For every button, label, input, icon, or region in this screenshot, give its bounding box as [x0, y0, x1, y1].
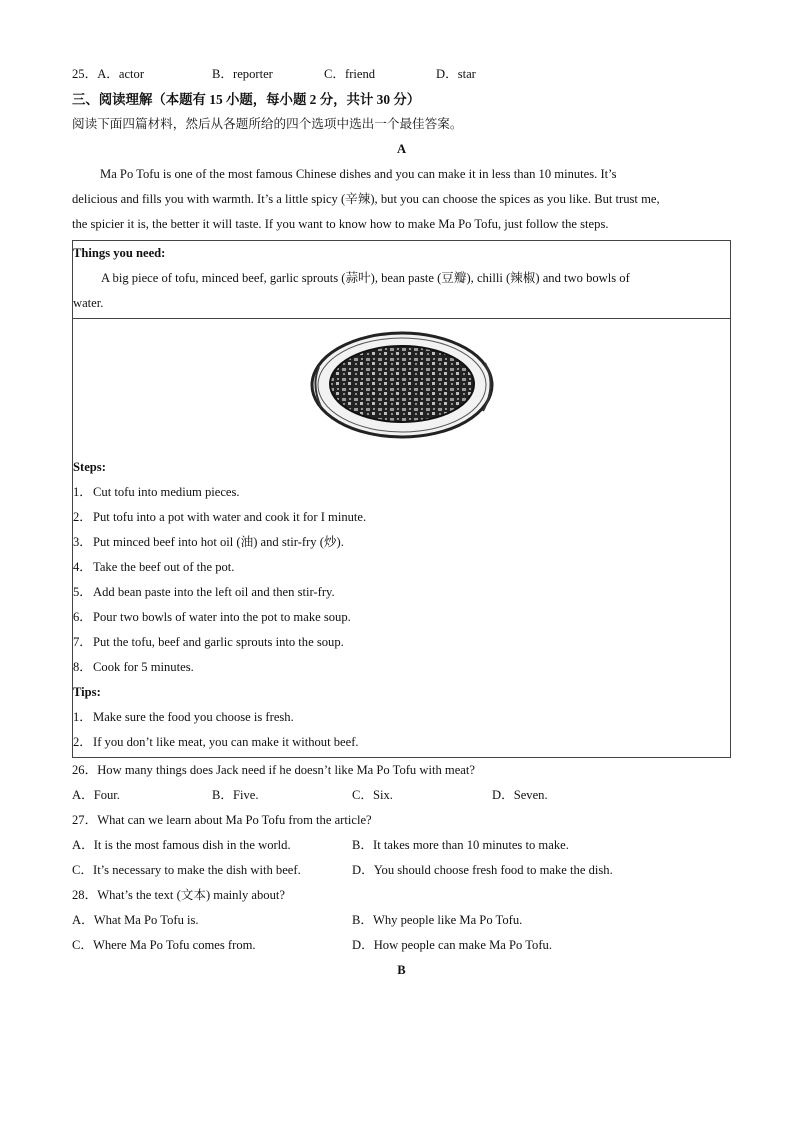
question-28-options-row-2: [72, 933, 731, 958]
step-1-number: 1．: [73, 485, 92, 499]
step-8-text: Cook for 5 minutes.: [93, 660, 194, 674]
step-8: [73, 655, 730, 680]
q27-option-d[interactable]: D．You should choose fresh food to make the dish.: [352, 863, 613, 877]
step-5-number: 5．: [73, 585, 92, 599]
q28-option-c[interactable]: C．Where Ma Po Tofu comes from.: [72, 938, 256, 952]
step-1: [73, 480, 730, 505]
tofu-dish-illustration: [305, 327, 501, 445]
tip-2: [73, 730, 730, 755]
q28-option-d[interactable]: D．How people can make Ma Po Tofu.: [352, 938, 552, 952]
step-4-text: Take the beef out of the pot.: [93, 560, 235, 574]
step-4: [73, 555, 730, 580]
tip-1-number: 1．: [73, 710, 92, 724]
passage-b-label: B: [397, 963, 406, 977]
q26-option-d[interactable]: D．Seven.: [492, 788, 548, 802]
question-28-options-row-1: [72, 908, 731, 933]
step-6-text: Pour two bowls of water into the pot to make soup.: [93, 610, 351, 624]
q26-option-a[interactable]: A．Four.: [72, 788, 120, 802]
question-25-options: [72, 62, 731, 87]
tip-2-text: If you don’t like meat, you can make it without beef.: [93, 735, 359, 749]
question-27-options-row-1: [72, 833, 731, 858]
step-8-number: 8．: [73, 660, 92, 674]
section-instruction: 阅读下面四篇材料，然后从各题所给的四个选项中选出一个最佳答案。: [72, 117, 463, 131]
question-27-options-row-2: [72, 858, 731, 883]
q25-option-b[interactable]: B．reporter: [212, 67, 273, 81]
step-4-number: 4．: [73, 560, 92, 574]
step-3-text: Put minced beef into hot oil (油) and stir-fry (炒).: [93, 535, 344, 549]
q27-option-c[interactable]: C．It’s necessary to make the dish with beef.: [72, 863, 301, 877]
question-26-stem: 26．How many things does Jack need if he doesn’t like Ma Po Tofu with meat?: [72, 763, 475, 777]
tip-2-number: 2．: [73, 735, 92, 749]
recipe-box: [72, 240, 731, 758]
step-1-text: Cut tofu into medium pieces.: [93, 485, 240, 499]
step-5-text: Add bean paste into the left oil and then stir-fry.: [93, 585, 335, 599]
q27-option-b[interactable]: B．It takes more than 10 minutes to make.: [352, 838, 569, 852]
section-title: 三、阅读理解（本题有 15 小题，每小题 2 分，共计 30 分）: [72, 92, 421, 107]
step-7-number: 7．: [73, 635, 92, 649]
step-7: [73, 630, 730, 655]
passage-a-intro-line-3: the spicier it is, the better it will taste. If you want to know how to make Ma Po Tofu, just follow the steps.: [72, 217, 609, 231]
step-2-text: Put tofu into a pot with water and cook it for I minute.: [93, 510, 367, 524]
passage-a-intro-line-2: delicious and fills you with warmth. It’s a little spicy (辛辣), but you can choose the spices as you like. But trust me,: [72, 192, 660, 206]
q25-option-d[interactable]: D．star: [436, 67, 476, 81]
q28-option-b[interactable]: B．Why people like Ma Po Tofu.: [352, 913, 523, 927]
things-line-2: water.: [73, 296, 104, 310]
passage-a-intro-line-1: Ma Po Tofu is one of the most famous Chinese dishes and you can make it in less than 10 minutes. It’s: [100, 167, 617, 181]
step-5: [73, 580, 730, 605]
exam-page: [72, 62, 731, 983]
q27-option-a[interactable]: A．It is the most famous dish in the world.: [72, 838, 291, 852]
q25-option-c[interactable]: C．friend: [324, 67, 376, 81]
steps-section: [73, 319, 730, 757]
things-you-need-section: [73, 241, 730, 319]
step-3: [73, 530, 730, 555]
step-6-number: 6．: [73, 610, 92, 624]
tip-1: [73, 705, 730, 730]
step-2-number: 2．: [73, 510, 92, 524]
step-3-number: 3．: [73, 535, 92, 549]
things-line-1: A big piece of tofu, minced beef, garlic sprouts (蒜叶), bean paste (豆瓣), chilli (辣椒) and two bowls of: [101, 271, 630, 285]
q26-option-b[interactable]: B．Five.: [212, 788, 259, 802]
step-7-text: Put the tofu, beef and garlic sprouts into the soup.: [93, 635, 344, 649]
step-2: [73, 505, 730, 530]
question-26-options: [72, 783, 731, 808]
q25-option-a[interactable]: 25．A．actor: [72, 67, 145, 81]
tip-1-text: Make sure the food you choose is fresh.: [93, 710, 294, 724]
step-6: [73, 605, 730, 630]
q26-option-c[interactable]: C．Six.: [352, 788, 393, 802]
q28-option-a[interactable]: A．What Ma Po Tofu is.: [72, 913, 199, 927]
question-27-stem: 27．What can we learn about Ma Po Tofu from the article?: [72, 813, 372, 827]
question-28-stem: 28．What’s the text (文本) mainly about?: [72, 888, 285, 902]
mapo-tofu-image: [73, 327, 730, 455]
steps-heading: Steps:: [73, 460, 106, 474]
things-heading: Things you need:: [73, 246, 166, 260]
passage-a-label: A: [396, 142, 407, 156]
tips-heading: Tips:: [73, 685, 101, 699]
